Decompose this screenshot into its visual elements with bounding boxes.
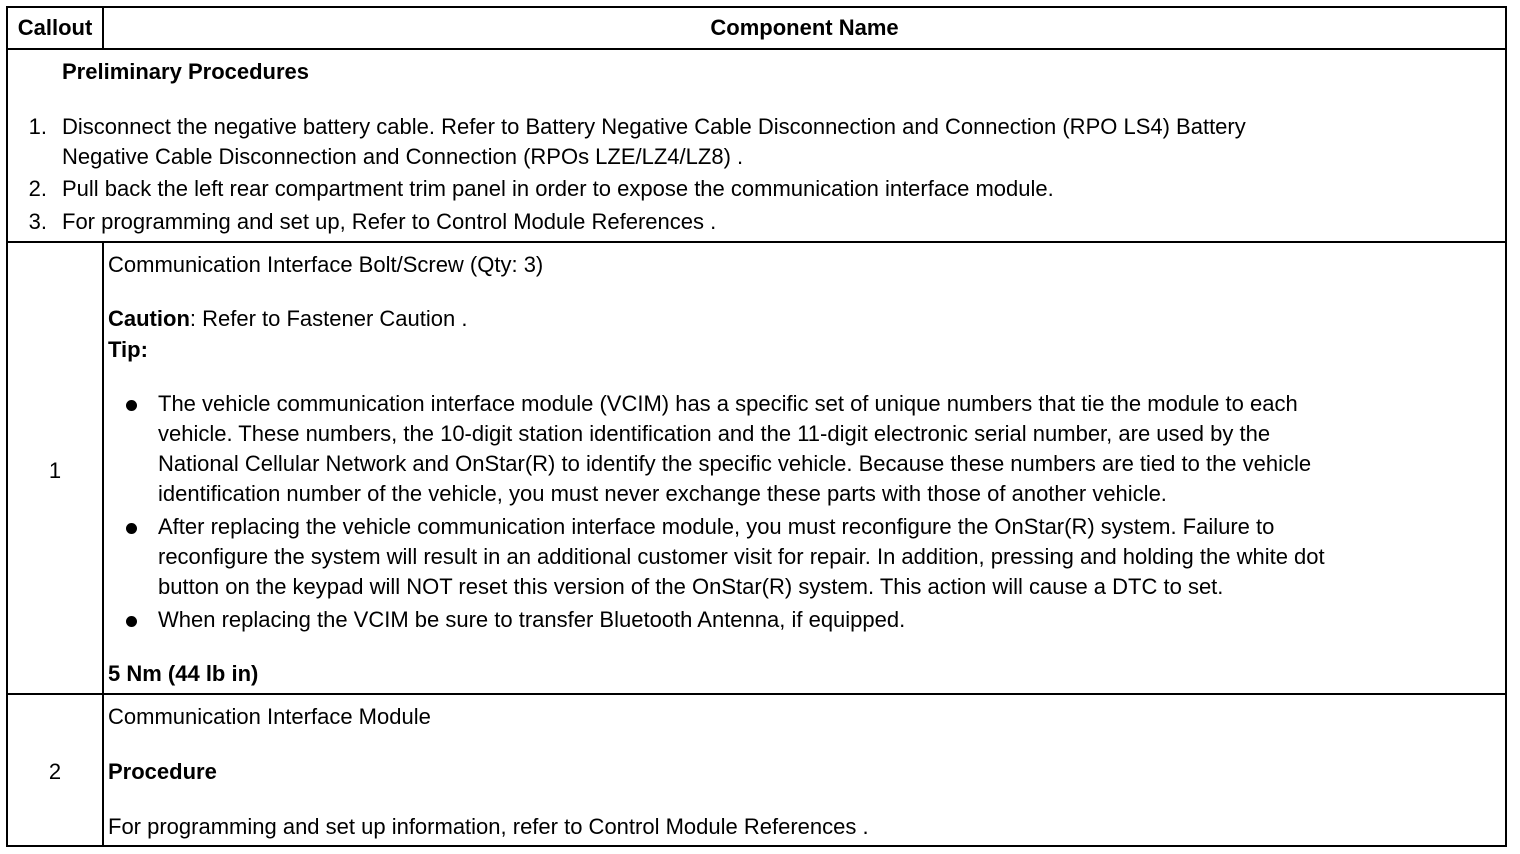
component-name: Communication Interface Bolt/Screw (Qty: 3) xyxy=(108,252,544,277)
callout-number: 1 xyxy=(48,458,62,483)
torque-spec: 5 Nm (44 lb in) xyxy=(108,661,259,686)
step-2-text: Pull back the left rear compartment trim panel in order to expose the communication interface module. xyxy=(62,176,1054,201)
caution-line xyxy=(108,304,467,334)
bullet-2-line-1: After replacing the vehicle communication interface module, you must reconfigure the OnStar(R) system. Failure to xyxy=(158,514,1275,539)
column-divider xyxy=(102,243,104,695)
callout-number: 2 xyxy=(48,759,62,784)
bullet-icon xyxy=(126,400,137,411)
step-number: 1. xyxy=(28,114,47,139)
caution-text: : Refer to Fastener Caution . xyxy=(189,306,468,331)
bullet-1-line-4: identification number of the vehicle, you must never exchange these parts with those of another vehicle. xyxy=(158,481,1167,506)
component-name-column-header: Component Name xyxy=(710,15,899,40)
column-divider xyxy=(102,8,104,50)
step-3-text: For programming and set up, Refer to Control Module References . xyxy=(62,209,717,234)
procedure-label: Procedure xyxy=(108,759,217,784)
bullet-1-line-1: The vehicle communication interface module (VCIM) has a specific set of unique numbers that tie the module to each xyxy=(158,391,1298,416)
preliminary-procedures-title: Preliminary Procedures xyxy=(62,59,310,84)
component-table xyxy=(6,6,1507,847)
bullet-icon xyxy=(126,616,137,627)
bullet-1-line-2: vehicle. These numbers, the 10-digit station identification and the 11-digit electronic serial number, are used by the xyxy=(158,421,1271,446)
table-header-row xyxy=(8,8,1505,50)
bullet-2-line-3: button on the keypad will NOT reset this version of the OnStar(R) system. This action will cause a DTC to set. xyxy=(158,574,1224,599)
step-1-line-1: Disconnect the negative battery cable. Refer to Battery Negative Cable Disconnection and Connection (RPO LS4) Battery xyxy=(62,114,1246,139)
step-number: 2. xyxy=(28,176,47,201)
procedure-text: For programming and set up information, refer to Control Module References . xyxy=(108,814,869,839)
bullet-icon xyxy=(126,523,137,534)
column-divider xyxy=(102,695,104,845)
tip-label: Tip: xyxy=(108,337,148,362)
step-1-line-2: Negative Cable Disconnection and Connection (RPOs LZE/LZ4/LZ8) . xyxy=(62,144,744,169)
bullet-3-line-1: When replacing the VCIM be sure to transfer Bluetooth Antenna, if equipped. xyxy=(158,607,906,632)
bullet-2-line-2: reconfigure the system will result in an additional customer visit for repair. In addition, pressing and holding the white dot xyxy=(158,544,1325,569)
component-name: Communication Interface Module xyxy=(108,704,431,729)
bullet-1-line-3: National Cellular Network and OnStar(R) to identify the specific vehicle. Because these numbers are tied to the vehicle xyxy=(158,451,1312,476)
caution-label: Caution xyxy=(108,306,190,331)
table-row xyxy=(8,695,1505,845)
preliminary-procedures-row xyxy=(8,50,1505,243)
step-number: 3. xyxy=(28,209,47,234)
callout-column-header: Callout xyxy=(17,15,93,40)
table-row xyxy=(8,243,1505,695)
